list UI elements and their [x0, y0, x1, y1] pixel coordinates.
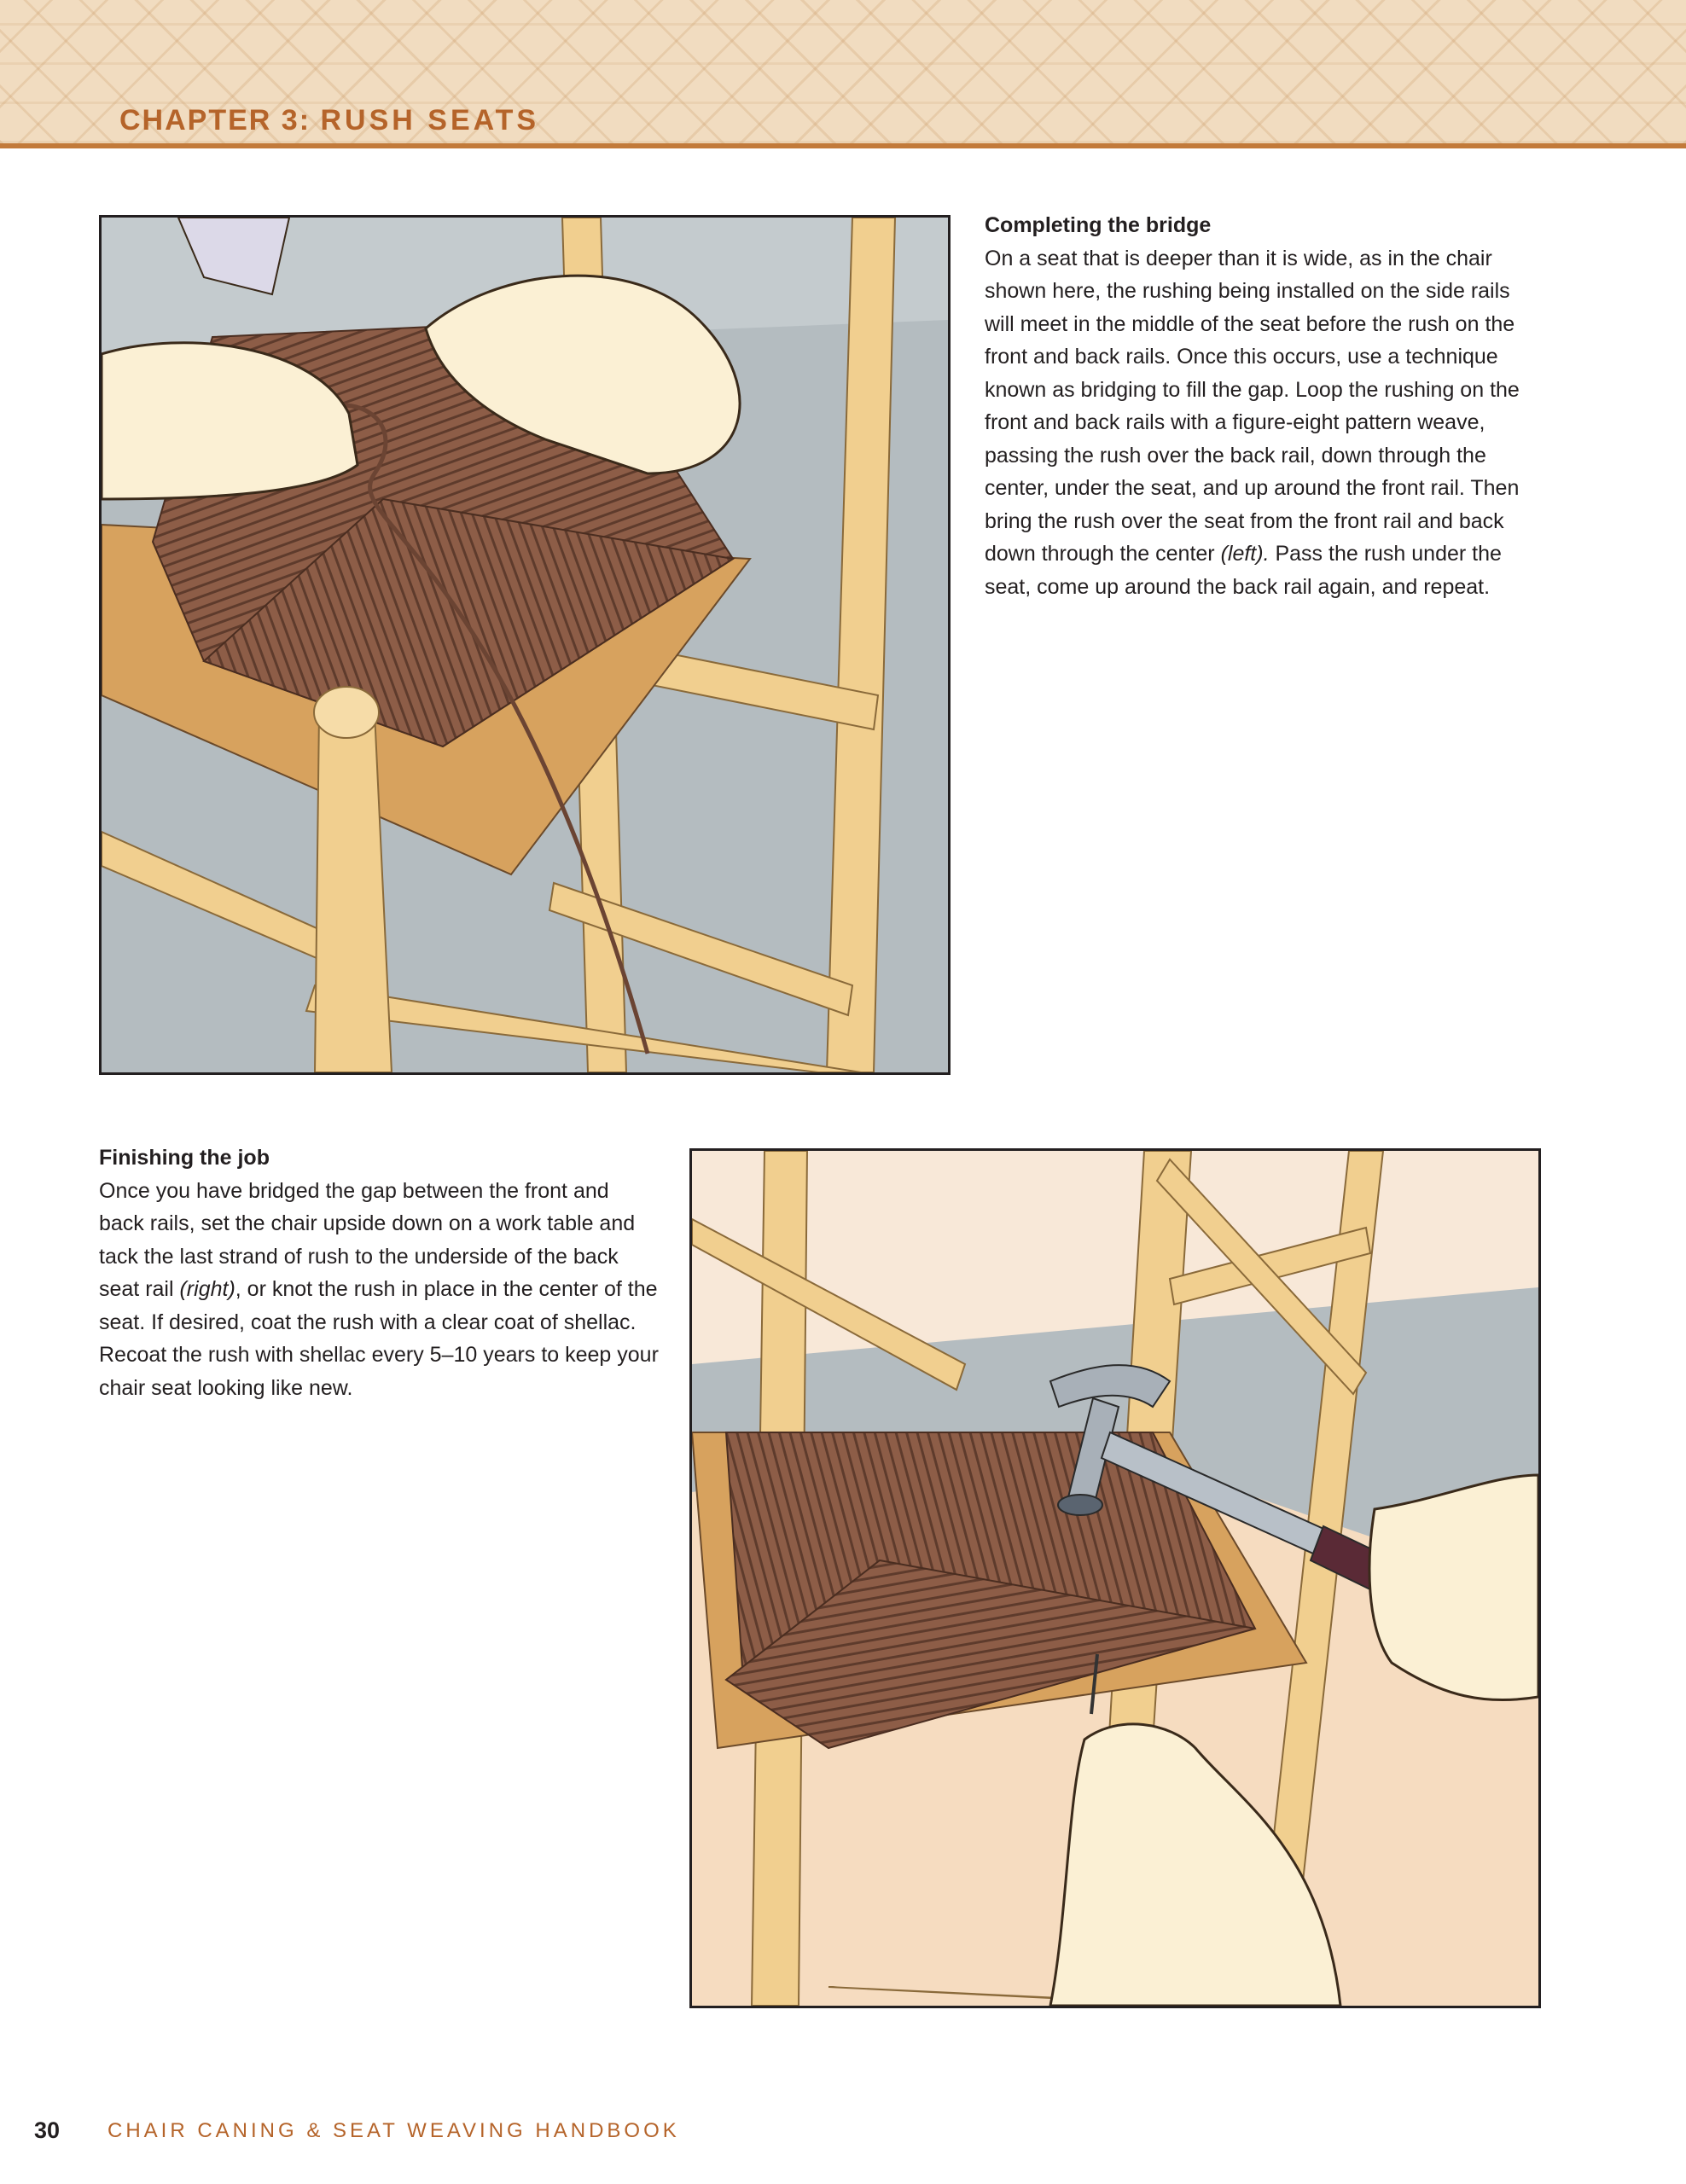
page-number: 30	[34, 2117, 61, 2143]
finish-body	[99, 1175, 659, 1405]
running-footer-title: CHAIR CANING & SEAT WEAVING HANDBOOK	[108, 2119, 680, 2142]
bridge-caption	[985, 209, 1544, 603]
bridge-body-pre: On a seat that is deeper than it is wide, as in the chair shown here, the rushing being installed on the side rails will meet in the middle of the seat before the rush on the front and back rails. Once this occurs, use a technique known as bridging to fill the gap. Loop the rushing on the front and back rails with a figure-eight pattern weave, passing the rush over the back rail, down through the center, under the seat, and up around the front rail. Then bring the rush over the seat from the front rail and back down through the center	[985, 246, 1520, 566]
finish-heading: Finishing the job	[99, 1146, 270, 1170]
bridge-body	[985, 242, 1544, 604]
finish-caption	[99, 1141, 659, 1404]
tacking-figure	[689, 1148, 1541, 2008]
rush-seat-bridging-illustration	[102, 218, 948, 1072]
finish-body-ref: (right)	[179, 1277, 235, 1301]
bridge-heading: Completing the bridge	[985, 213, 1212, 237]
bridging-figure	[99, 215, 951, 1075]
chapter-label: CHAPTER 3:	[119, 104, 311, 136]
header-rule	[0, 143, 1686, 148]
rush-seat-tacking-illustration	[692, 1151, 1538, 2006]
chapter-heading	[119, 104, 539, 137]
bridge-body-post: Pass the rush under the seat, come up around the back rail again, and repeat.	[985, 542, 1502, 599]
bridge-body-ref: (left).	[1220, 542, 1270, 566]
finish-body-pre: Once you have bridged the gap between the front and back rails, set the chair upside down on a work table and tack the last strand of rush to the underside of the back seat rail	[99, 1178, 636, 1301]
chapter-title: RUSH SEATS	[320, 104, 540, 136]
finish-body-post: , or knot the rush in place in the center of the seat. If desired, coat the rush with a clear coat of shellac. Recoat the rush with shellac every 5–10 years to keep your chair seat looking like new.	[99, 1277, 659, 1400]
